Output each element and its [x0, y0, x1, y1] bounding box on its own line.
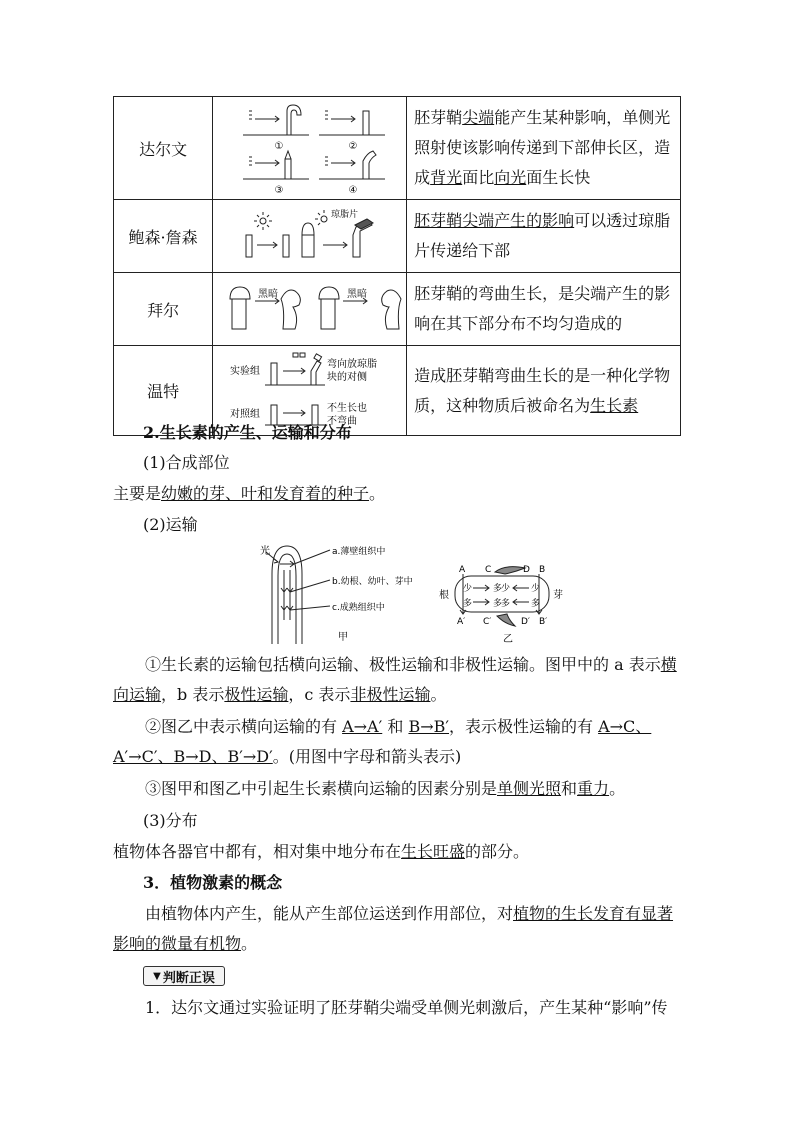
many-label: 多	[493, 599, 503, 609]
root-label: 根	[439, 590, 449, 601]
text-segment: 面生长快	[526, 168, 591, 187]
text-segment: 造成胚芽鞘弯曲生长的是一种化学物质，这种物质后被命名为	[414, 365, 671, 415]
text-segment: 。	[609, 779, 626, 798]
underlined-answer: 横向运输	[113, 655, 677, 704]
fig-b-label: b.幼根、幼叶、芽中	[332, 577, 413, 587]
point-label: B	[539, 565, 546, 575]
fig-label: 弯向放琼脂	[327, 358, 378, 370]
text-segment: 和	[561, 779, 578, 798]
paragraph-1	[113, 650, 681, 710]
text-segment: ，表示极性运输的有	[449, 717, 599, 736]
figure-caption: 甲	[338, 632, 348, 643]
section-3-title: 3．植物激素的概念	[143, 873, 283, 892]
many-label: 多	[501, 599, 511, 609]
fig-c-label: c.成熟组织中	[332, 603, 385, 613]
check-icon: ▼	[153, 970, 161, 982]
section-2-2-title: (2)运输	[143, 515, 198, 534]
text-segment: 可以透过琼脂片传递给下部	[414, 211, 671, 260]
many-label: 多	[531, 599, 541, 609]
text-segment: 。	[241, 934, 258, 953]
table-row	[114, 200, 681, 273]
section-2-3-title: (3)分布	[143, 811, 198, 830]
text-segment: ③图甲和图乙中引起生长素横向运输的因素分别是	[145, 779, 498, 798]
text-segment: ，c 表示	[288, 685, 351, 704]
light-label: 光	[260, 546, 270, 557]
underlined-answer: 单侧光照	[497, 779, 562, 798]
underlined-answer: 胚芽鞘尖端产生的影响	[414, 211, 575, 230]
point-label: A′	[457, 617, 466, 627]
judge-tag	[143, 966, 225, 986]
underlined-answer: B→B′	[408, 717, 449, 736]
text-segment: 。	[369, 484, 386, 503]
fig-label: 不生长也	[327, 402, 368, 414]
section-2-title: 2.生长素的产生、运输和分布	[143, 423, 352, 442]
question-1: 1．达尔文通过实验证明了胚芽鞘尖端受单侧光刺激后，产生某种“影响”传	[145, 998, 668, 1017]
fig-label: 黑暗	[347, 288, 368, 300]
text-segment: 由植物体内产生，能从产生部位运送到作用部位，对	[145, 904, 514, 923]
point-label: D	[523, 565, 530, 575]
text-segment: 胚芽鞘	[414, 108, 463, 127]
table-row	[114, 273, 681, 346]
fig-a-label: a.薄壁组织中	[332, 547, 386, 557]
text-segment: 面比	[462, 168, 495, 187]
underlined-answer: 非极性运输	[350, 685, 431, 704]
text-segment: 。	[430, 685, 447, 704]
underlined-answer: 幼嫩的芽、叶和发育着的种子	[161, 484, 370, 503]
darwin-figure	[213, 97, 407, 200]
scientist-cell: 拜尔	[114, 273, 213, 346]
underlined-answer: A→C、A′→C′、B→D、B′→D′	[113, 717, 652, 766]
underlined-answer: 极性运输	[224, 685, 289, 704]
underlined-answer: 背光	[430, 168, 463, 187]
point-label: B′	[539, 617, 548, 627]
scientist-cell: 温特	[114, 346, 213, 436]
underlined-answer: 向光	[494, 168, 527, 187]
figure-jia	[250, 540, 430, 646]
boysen-jensen-figure	[213, 200, 407, 273]
table-row	[114, 97, 681, 200]
point-label: A	[459, 565, 466, 575]
underlined-answer: 重力	[577, 779, 610, 798]
bud-label: 芽	[553, 590, 563, 601]
underlined-answer: 植物的生长发育有显著影响的微量有机物	[113, 904, 674, 953]
figure-yi	[435, 560, 575, 644]
fig-label: 琼脂片	[331, 210, 359, 220]
section-2-3-text	[113, 837, 681, 867]
paal-figure	[213, 273, 407, 346]
underlined-answer: 尖端	[462, 108, 495, 127]
point-label: C	[485, 565, 492, 575]
judge-tag-label: 判断正误	[162, 970, 215, 986]
many-label: 多	[463, 599, 473, 609]
paragraph-2	[113, 712, 681, 772]
fig-label: ④	[348, 184, 358, 196]
conclusion-cell	[407, 200, 681, 273]
text-segment: ①生长素的运输包括横向运输、极性运输和非极性运输。图甲中的 a 表示	[145, 655, 661, 674]
conclusion-cell	[407, 273, 681, 346]
scientist-cell: 鲍森·詹森	[114, 200, 213, 273]
fig-label: 块的对侧	[327, 371, 368, 383]
fig-label: 实验组	[230, 365, 261, 377]
experiment-table	[113, 96, 681, 436]
fig-label: ②	[348, 140, 358, 152]
section-3-text	[113, 899, 681, 959]
few-label: 少	[463, 584, 473, 594]
section-2-1-text	[113, 479, 681, 509]
text-segment: 植物体各器官中都有，相对集中地分布在	[113, 842, 402, 861]
underlined-answer: 生长旺盛	[401, 842, 466, 861]
fig-label: 对照组	[230, 408, 261, 420]
paragraph-3	[113, 774, 681, 804]
text-segment: ，b 表示	[161, 685, 225, 704]
text-segment: 和	[382, 717, 409, 736]
scientist-cell: 达尔文	[114, 97, 213, 200]
text-segment: ②图乙中表示横向运输的有	[145, 717, 343, 736]
many-label: 多	[493, 584, 503, 594]
underlined-answer: A→A′	[342, 717, 383, 736]
fig-label: 不弯曲	[327, 415, 358, 427]
text-segment: 的部分。	[465, 842, 530, 861]
figure-caption: 乙	[503, 634, 513, 644]
point-label: C′	[483, 617, 492, 627]
text-segment: 胚芽鞘的弯曲生长，是尖端产生的影响在其下部分布不均匀造成的	[414, 284, 671, 333]
underlined-answer: 生长素	[590, 395, 639, 415]
point-label: D′	[521, 617, 530, 627]
fig-label: 黑暗	[258, 288, 279, 300]
conclusion-cell	[407, 97, 681, 200]
text-segment: 。(用图中字母和箭头表示)	[272, 747, 462, 766]
few-label: 少	[531, 584, 541, 594]
text-segment: 能产生某种影响，单侧光照射使该影响传递到下部伸长区，造成	[414, 108, 671, 187]
fig-label: ①	[274, 140, 284, 152]
few-label: 少	[501, 584, 511, 594]
fig-label: ③	[274, 184, 284, 196]
text-segment: 主要是	[113, 484, 162, 503]
section-2-1-title: (1)合成部位	[143, 453, 230, 472]
